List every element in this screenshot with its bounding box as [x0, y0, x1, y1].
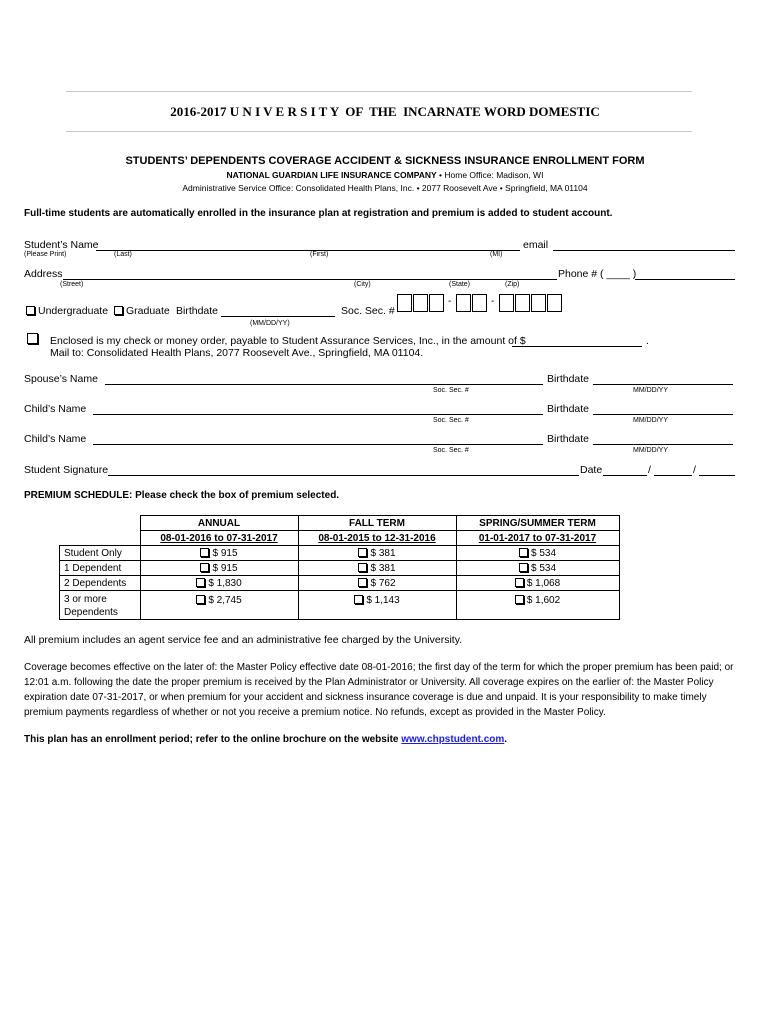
premium-checkbox[interactable] [519, 563, 528, 572]
premium-option[interactable] [298, 591, 456, 620]
premium-amount: $ 534 [530, 547, 557, 559]
premium-checkbox[interactable] [196, 595, 205, 604]
premium-table [59, 515, 620, 620]
premium-option[interactable] [140, 576, 298, 591]
premium-amount: $ 1,068 [526, 577, 561, 589]
premium-checkbox[interactable] [354, 595, 363, 604]
payment-amount-field[interactable] [512, 346, 642, 347]
spouse-date-format: MM/DD/YY [633, 387, 668, 394]
enrollment-prefix: This plan has an enrollment period; refer to the online brochure on the website [24, 734, 402, 745]
graduate-checkbox[interactable] [114, 306, 123, 315]
premium-option[interactable] [298, 546, 456, 561]
premium-checkbox[interactable] [358, 548, 367, 557]
ssn-digit-box[interactable] [499, 294, 514, 312]
row-label-line2: Dependents [64, 607, 118, 618]
premium-option[interactable] [140, 591, 298, 620]
premium-option[interactable] [140, 546, 298, 561]
last-name-label: (Last) [114, 251, 132, 258]
premium-amount: $ 534 [530, 562, 557, 574]
premium-period-row [60, 531, 620, 546]
period-spring-summer: 01-01-2017 to 07-31-2017 [456, 531, 619, 546]
row-label: 1 Dependent [60, 561, 141, 576]
period-blank [60, 531, 141, 546]
row-label: 2 Dependents [60, 576, 141, 591]
street-label: (Street) [60, 281, 84, 288]
child-name-label: Child’s Name [24, 403, 87, 415]
insurer-name: NATIONAL GUARDIAN LIFE INSURANCE COMPANY [226, 170, 437, 180]
ssn-digit-box[interactable] [472, 294, 487, 312]
enrollment-notice: Full-time students are automatically enrolled in the insurance plan at registration and premium is added to student account. [24, 208, 613, 219]
email-label: email [523, 239, 549, 251]
premium-option[interactable] [456, 546, 619, 561]
premium-option[interactable] [298, 561, 456, 576]
row-label: Student Only [60, 546, 141, 561]
child-birthdate-field[interactable] [593, 444, 733, 445]
signature-year-field[interactable] [699, 475, 735, 476]
child-name-field[interactable] [93, 444, 543, 445]
student-birthdate-label: Birthdate [176, 305, 219, 317]
signature-date-label: Date [580, 464, 603, 476]
premium-option[interactable] [456, 576, 619, 591]
child-name-field[interactable] [93, 414, 543, 415]
table-row [60, 561, 620, 576]
premium-amount: $ 1,602 [526, 595, 561, 606]
signature-label: Student Signature [24, 464, 109, 476]
premium-checkbox[interactable] [358, 563, 367, 572]
column-header-annual: ANNUAL [140, 516, 298, 531]
child-ssn-label: Soc. Sec. # [433, 417, 469, 424]
title-rule [66, 131, 692, 132]
student-name-field[interactable] [96, 250, 520, 251]
premium-amount: $ 762 [370, 577, 396, 589]
payment-checkbox-wrap [27, 333, 41, 346]
signature-day-field[interactable] [654, 475, 692, 476]
phone-field[interactable] [635, 279, 735, 280]
table-row [60, 591, 620, 620]
phone-label: Phone # ( ____ ) [558, 268, 637, 280]
student-name-label: Student’s Name [24, 239, 99, 251]
child-date-format: MM/DD/YY [633, 417, 668, 424]
premium-header-row [60, 516, 620, 531]
premium-option[interactable] [456, 591, 619, 620]
child-date-format: MM/DD/YY [633, 447, 668, 454]
undergraduate-checkbox[interactable] [26, 306, 35, 315]
premium-checkbox[interactable] [515, 578, 524, 587]
row-label-line1: 3 or more [64, 594, 107, 605]
premium-checkbox[interactable] [358, 578, 367, 587]
graduate-label: Graduate [125, 305, 170, 317]
period-annual: 08-01-2016 to 07-31-2017 [140, 531, 298, 546]
date-slash: / [693, 464, 696, 476]
premium-option[interactable] [140, 561, 298, 576]
enrollment-suffix: . [504, 734, 508, 745]
premium-option[interactable] [298, 576, 456, 591]
middle-initial-label: (MI) [490, 251, 503, 258]
spouse-birthdate-field[interactable] [593, 384, 733, 385]
premium-option[interactable] [456, 561, 619, 576]
ssn-digit-box[interactable] [515, 294, 530, 312]
email-field[interactable] [553, 250, 735, 251]
child-birthdate-field[interactable] [593, 414, 733, 415]
dob-format-label: (MM/DD/YY) [250, 320, 290, 327]
student-birthdate-field[interactable] [221, 316, 335, 317]
premium-amount: $ 381 [370, 547, 396, 559]
premium-checkbox[interactable] [200, 548, 209, 557]
date-slash: / [648, 464, 651, 476]
child-birthdate-label: Birthdate [547, 403, 590, 415]
top-rule [66, 91, 692, 92]
address-field[interactable] [63, 279, 557, 280]
insurer-line [0, 170, 770, 180]
first-name-label: (First) [310, 251, 329, 258]
premium-checkbox[interactable] [196, 578, 205, 587]
ssn-dash: - [491, 296, 495, 307]
premium-amount: $ 915 [212, 562, 238, 574]
column-header-fall: FALL TERM [298, 516, 456, 531]
form-title: STUDENTS’ DEPENDENTS COVERAGE ACCIDENT & SICKNESS INSURANCE ENROLLMENT FORM [125, 155, 645, 167]
mail-to-text: Mail to: Consolidated Health Plans, 2077 Roosevelt Ave., Springfield, MA 01104. [50, 347, 424, 359]
admin-office: Administrative Service Office: Consolidated Health Plans, Inc. • 2077 Roosevelt Ave • Springfield, MA 01104 [182, 183, 588, 193]
home-office: • Home Office: Madison, WI [436, 170, 544, 180]
child-ssn-label: Soc. Sec. # [433, 447, 469, 454]
address-label: Address [24, 268, 63, 280]
spouse-birthdate-label: Birthdate [547, 373, 590, 385]
table-row [60, 576, 620, 591]
student-ssn-label: Soc. Sec. # [341, 305, 395, 317]
ssn-digit-box[interactable] [397, 294, 412, 312]
zip-label: (Zip) [505, 281, 520, 288]
premium-amount: $ 381 [370, 562, 396, 574]
premium-amount: $ 2,745 [208, 595, 242, 606]
premium-amount: $ 1,143 [366, 595, 400, 606]
premium-checkbox[interactable] [200, 563, 209, 572]
signature-month-field[interactable] [603, 475, 647, 476]
page-title: 2016-2017 U N I V E R S I T Y OF THE INCARNATE WORD DOMESTIC [170, 104, 600, 119]
please-print-label: (Please Print) [24, 251, 67, 258]
child-birthdate-label: Birthdate [547, 433, 590, 445]
ssn-digit-box[interactable] [429, 294, 444, 312]
period-fall: 08-01-2015 to 12-31-2016 [298, 531, 456, 546]
premium-amount: $ 1,830 [208, 577, 242, 589]
premium-amount: $ 915 [212, 547, 238, 559]
payment-checkbox[interactable] [27, 333, 38, 344]
header-blank [60, 516, 141, 531]
spouse-name-field[interactable] [105, 384, 543, 385]
coverage-text: Coverage becomes effective on the later of: the Master Policy effective date 08-01-2016; the first day of the term for which the proper premium has been paid; or 12:01 a.m. following the date the proper premium is received by the Plan Administrator or University. All coverage expires on the earlier of: the Master Policy expiration date 07-31-2017, or when premium for your accident and sickness insurance coverage is due and unpaid. It is your responsibility to make timely premium payments regardless of whether or not you receive a premium notice. No refunds, except as provided in the Master Policy. [24, 662, 734, 718]
ssn-dash: - [448, 296, 452, 307]
spouse-name-label: Spouse’s Name [24, 373, 98, 385]
enrollment-period-text [24, 732, 746, 747]
child-name-label: Child’s Name [24, 433, 87, 445]
undergraduate-label: Undergraduate [38, 305, 109, 317]
city-label: (City) [354, 281, 371, 288]
website-link[interactable]: www.chpstudent.com [401, 734, 505, 745]
signature-field[interactable] [108, 475, 579, 476]
table-row [60, 546, 620, 561]
spouse-ssn-label: Soc. Sec. # [433, 387, 469, 394]
payment-period: . [646, 335, 649, 347]
ssn-digit-box[interactable] [547, 294, 562, 312]
ssn-digit-box[interactable] [413, 294, 428, 312]
student-level-row [26, 305, 170, 317]
column-header-spring-summer: SPRING/SUMMER TERM [456, 516, 619, 531]
row-label [60, 591, 141, 620]
ssn-digit-box[interactable] [531, 294, 546, 312]
state-label: (State) [449, 281, 471, 288]
payment-enclosed-text: Enclosed is my check or money order, payable to Student Assurance Services, Inc., in the amount of $ [50, 335, 526, 347]
premium-checkbox[interactable] [519, 548, 528, 557]
premium-heading: PREMIUM SCHEDULE: Please check the box of premium selected. [24, 490, 340, 501]
fees-text: All premium includes an agent service fee and an administrative fee charged by the University. [24, 634, 463, 646]
premium-checkbox[interactable] [515, 595, 524, 604]
ssn-digit-box[interactable] [456, 294, 471, 312]
